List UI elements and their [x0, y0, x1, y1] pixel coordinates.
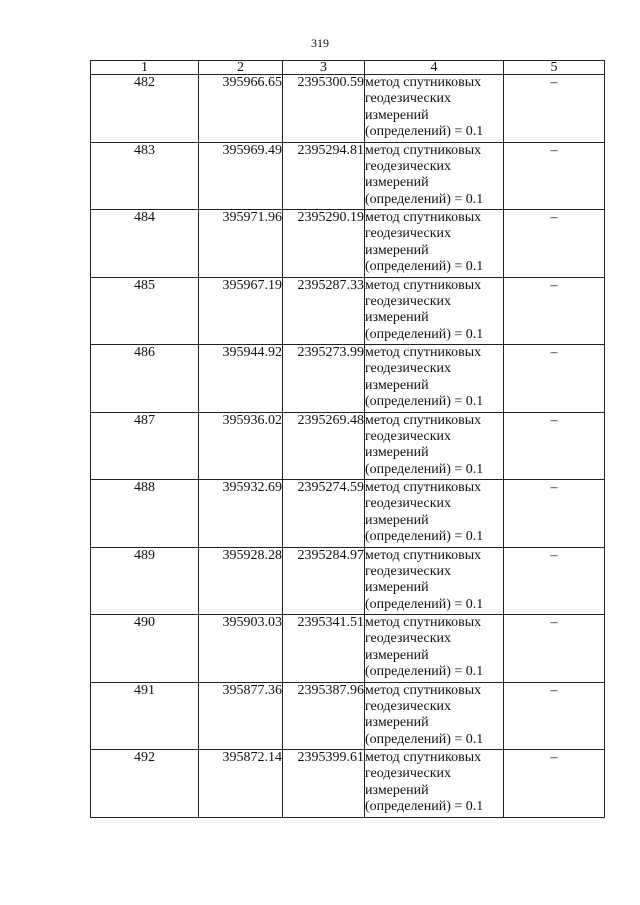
method-line: геодезических	[365, 631, 452, 647]
point-number-cell: 487	[91, 412, 199, 480]
x-coordinate-cell: 395877.36	[199, 682, 283, 750]
method-line: измерений	[365, 175, 429, 191]
coordinates-table	[90, 60, 605, 818]
method-line: измерений	[365, 377, 429, 393]
method-line: (определений) = 0.1	[365, 461, 484, 477]
y-coordinate-cell: 2395387.96	[283, 682, 365, 750]
method-line: измерений	[365, 647, 429, 663]
header-col-3: 3	[283, 61, 365, 75]
y-coordinate-cell: 2395274.59	[283, 480, 365, 548]
note-cell: –	[504, 547, 605, 615]
point-number-cell: 489	[91, 547, 199, 615]
method-cell	[365, 75, 504, 143]
point-number-cell: 484	[91, 210, 199, 278]
note-cell: –	[504, 142, 605, 210]
method-line: геодезических	[365, 361, 452, 377]
method-line: (определений) = 0.1	[365, 596, 484, 612]
header-col-5: 5	[504, 61, 605, 75]
method-line: геодезических	[365, 563, 452, 579]
method-line: геодезических	[365, 293, 452, 309]
table-row	[91, 682, 605, 750]
method-cell	[365, 480, 504, 548]
method-line: геодезических	[365, 91, 452, 107]
note-cell: –	[504, 480, 605, 548]
y-coordinate-cell: 2395287.33	[283, 277, 365, 345]
table-row	[91, 547, 605, 615]
header-col-1: 1	[91, 61, 199, 75]
table-row	[91, 412, 605, 480]
x-coordinate-cell: 395967.19	[199, 277, 283, 345]
method-cell	[365, 210, 504, 278]
method-line: метод спутниковых	[365, 412, 482, 428]
table-row	[91, 345, 605, 413]
method-cell	[365, 750, 504, 818]
method-line: измерений	[365, 715, 429, 731]
method-cell	[365, 615, 504, 683]
method-cell	[365, 412, 504, 480]
point-number-cell: 482	[91, 75, 199, 143]
y-coordinate-cell: 2395399.61	[283, 750, 365, 818]
header-col-4: 4	[365, 61, 504, 75]
method-line: (определений) = 0.1	[365, 394, 484, 410]
method-cell	[365, 142, 504, 210]
method-cell	[365, 682, 504, 750]
note-cell: –	[504, 682, 605, 750]
method-line: измерений	[365, 445, 429, 461]
page-number: 319	[311, 36, 329, 50]
method-line: геодезических	[365, 226, 452, 242]
method-line: метод спутниковых	[365, 480, 482, 495]
x-coordinate-cell: 395966.65	[199, 75, 283, 143]
y-coordinate-cell: 2395294.81	[283, 142, 365, 210]
method-line: метод спутниковых	[365, 75, 482, 90]
method-line: метод спутниковых	[365, 682, 482, 698]
note-cell: –	[504, 345, 605, 413]
method-cell	[365, 345, 504, 413]
method-line: метод спутниковых	[365, 210, 482, 225]
method-line: метод спутниковых	[365, 142, 482, 158]
point-number-cell: 488	[91, 480, 199, 548]
method-line: геодезических	[365, 766, 452, 782]
x-coordinate-cell: 395936.02	[199, 412, 283, 480]
method-line: (определений) = 0.1	[365, 799, 484, 815]
note-cell: –	[504, 615, 605, 683]
method-line: метод спутниковых	[365, 750, 482, 765]
y-coordinate-cell: 2395341.51	[283, 615, 365, 683]
y-coordinate-cell: 2395284.97	[283, 547, 365, 615]
table-header	[91, 61, 605, 75]
point-number-cell: 490	[91, 615, 199, 683]
y-coordinate-cell: 2395300.59	[283, 75, 365, 143]
method-line: (определений) = 0.1	[365, 326, 484, 342]
method-line: (определений) = 0.1	[365, 529, 484, 545]
y-coordinate-cell: 2395269.48	[283, 412, 365, 480]
method-line: метод спутниковых	[365, 345, 482, 360]
method-line: измерений	[365, 310, 429, 326]
method-cell	[365, 547, 504, 615]
note-cell: –	[504, 277, 605, 345]
point-number-cell: 492	[91, 750, 199, 818]
method-line: геодезических	[365, 496, 452, 512]
x-coordinate-cell: 395928.28	[199, 547, 283, 615]
table-row	[91, 615, 605, 683]
method-line: метод спутниковых	[365, 615, 482, 630]
note-cell: –	[504, 210, 605, 278]
x-coordinate-cell: 395944.92	[199, 345, 283, 413]
method-line: метод спутниковых	[365, 277, 482, 293]
method-line: геодезических	[365, 158, 452, 174]
header-row	[91, 61, 605, 75]
y-coordinate-cell: 2395273.99	[283, 345, 365, 413]
table-row	[91, 750, 605, 818]
table-row	[91, 480, 605, 548]
method-line: измерений	[365, 512, 429, 528]
method-line: (определений) = 0.1	[365, 664, 484, 680]
method-line: измерений	[365, 782, 429, 798]
x-coordinate-cell: 395872.14	[199, 750, 283, 818]
note-cell: –	[504, 412, 605, 480]
table-row	[91, 277, 605, 345]
method-line: (определений) = 0.1	[365, 191, 484, 207]
note-cell: –	[504, 75, 605, 143]
method-line: метод спутниковых	[365, 547, 482, 563]
method-line: (определений) = 0.1	[365, 124, 484, 140]
method-line: (определений) = 0.1	[365, 731, 484, 747]
method-cell	[365, 277, 504, 345]
method-line: измерений	[365, 242, 429, 258]
point-number-cell: 485	[91, 277, 199, 345]
point-number-cell: 486	[91, 345, 199, 413]
table-row	[91, 75, 605, 143]
header-col-2: 2	[199, 61, 283, 75]
x-coordinate-cell: 395971.96	[199, 210, 283, 278]
method-line: геодезических	[365, 428, 452, 444]
y-coordinate-cell: 2395290.19	[283, 210, 365, 278]
method-line: измерений	[365, 580, 429, 596]
table-row	[91, 142, 605, 210]
table-row	[91, 210, 605, 278]
method-line: (определений) = 0.1	[365, 259, 484, 275]
x-coordinate-cell: 395903.03	[199, 615, 283, 683]
note-cell: –	[504, 750, 605, 818]
method-line: геодезических	[365, 698, 452, 714]
table-body	[91, 75, 605, 818]
point-number-cell: 483	[91, 142, 199, 210]
x-coordinate-cell: 395932.69	[199, 480, 283, 548]
x-coordinate-cell: 395969.49	[199, 142, 283, 210]
method-line: измерений	[365, 107, 429, 123]
point-number-cell: 491	[91, 682, 199, 750]
